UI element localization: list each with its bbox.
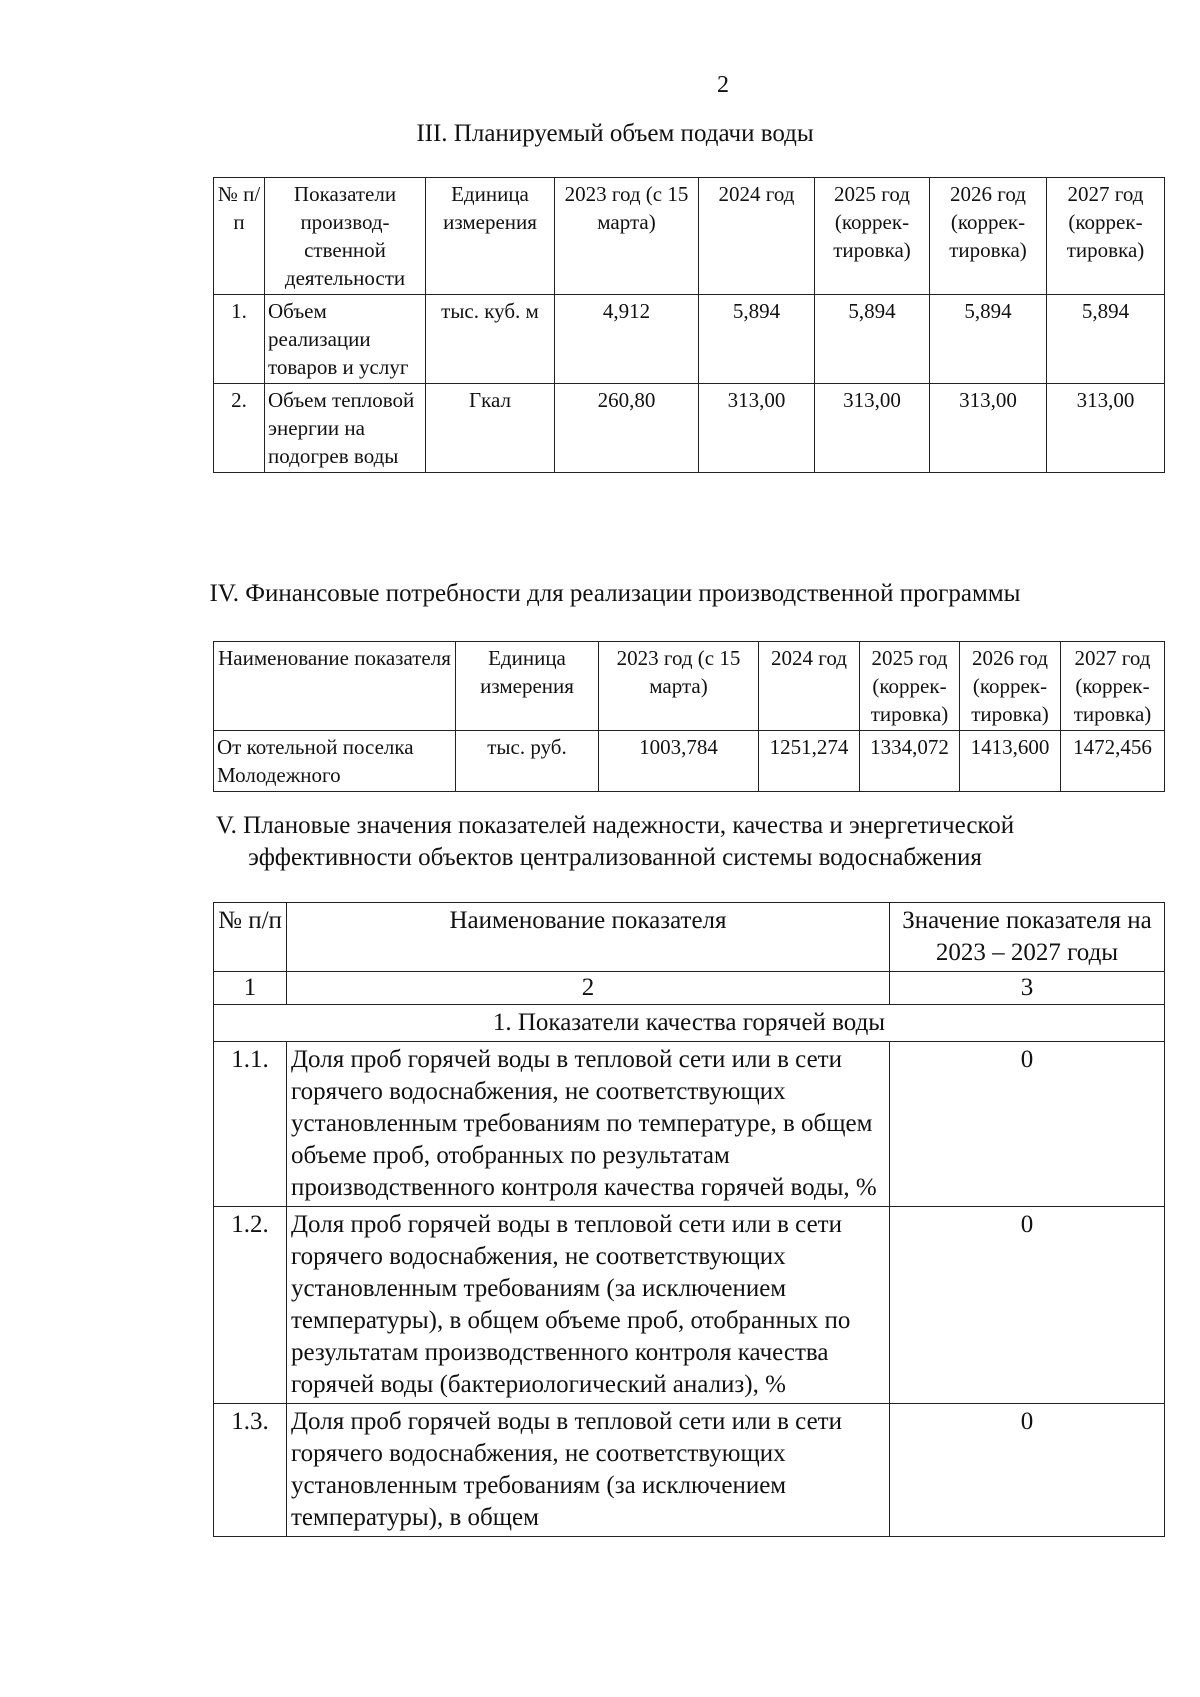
value-cell: 313,00 xyxy=(930,384,1047,473)
value-cell: 0 xyxy=(890,1042,1165,1207)
value-cell: 1334,072 xyxy=(860,731,960,792)
header-cell: 2027 год (коррек-тировка) xyxy=(1061,642,1165,731)
table-row xyxy=(214,1404,1165,1537)
header-cell: 2024 год xyxy=(759,642,860,731)
header-cell: 2025 год (коррек-тировка) xyxy=(860,642,960,731)
table-row xyxy=(214,1207,1165,1404)
header-cell: Единица измерения xyxy=(456,642,599,731)
unit-cell: тыс. руб. xyxy=(456,731,599,792)
header-cell: Единица измерения xyxy=(426,178,555,295)
indicator-name: Объем реализации товаров и услуг xyxy=(265,295,426,384)
table-header-row xyxy=(214,903,1165,972)
header-cell: № п/п xyxy=(214,903,287,972)
group-title: 1. Показатели качества горячей воды xyxy=(214,1005,1165,1042)
value-cell: 1251,274 xyxy=(759,731,860,792)
row-number: 1.2. xyxy=(214,1207,287,1404)
reliability-indicators-table xyxy=(213,902,1165,1537)
section-5-title xyxy=(15,810,1200,874)
value-cell: 0 xyxy=(890,1207,1165,1404)
value-cell: 1413,600 xyxy=(960,731,1061,792)
indicator-name: Объем тепловой энергии на подогрев воды xyxy=(265,384,426,473)
water-supply-volume-table xyxy=(213,177,1165,473)
header-cell: № п/п xyxy=(214,178,265,295)
value-cell: 5,894 xyxy=(1047,295,1165,384)
table-row xyxy=(214,1042,1165,1207)
value-cell: 260,80 xyxy=(555,384,699,473)
table-row xyxy=(214,384,1165,473)
table-row xyxy=(214,295,1165,384)
section-5-title-line-1: V. Плановые значения показателей надежности, качества и энергетической xyxy=(215,812,1015,839)
row-number: 2. xyxy=(214,384,265,473)
table-header-row xyxy=(214,642,1165,731)
header-cell: 2024 год xyxy=(699,178,815,295)
value-cell: 313,00 xyxy=(1047,384,1165,473)
indicator-name: Доля проб горячей воды в тепловой сети или в сети горячего водоснабжения, не соответствующих установленным требованиям (за исключением температуры), в общем объеме проб, отобранных по результатам производственного контроля качества горячей воды (бактериологический анализ), % xyxy=(287,1207,890,1404)
section-3-title: III. Планируемый объем подачи воды xyxy=(416,120,814,147)
row-number: 1.1. xyxy=(214,1042,287,1207)
value-cell: 1472,456 xyxy=(1061,731,1165,792)
column-index: 3 xyxy=(890,972,1165,1005)
table-row xyxy=(214,731,1165,792)
header-cell: 2027 год (коррек-тировка) xyxy=(1047,178,1165,295)
header-cell: 2023 год (с 15 марта) xyxy=(555,178,699,295)
unit-cell: Гкал xyxy=(426,384,555,473)
value-cell: 5,894 xyxy=(699,295,815,384)
indicator-name: Доля проб горячей воды в тепловой сети или в сети горячего водоснабжения, не соответствующих установленным требованиям (за исключением температуры), в общем xyxy=(287,1404,890,1537)
value-cell: 313,00 xyxy=(815,384,930,473)
header-cell: 2025 год (коррек-тировка) xyxy=(815,178,930,295)
header-cell: Наименование показателя xyxy=(287,903,890,972)
page-number: 2 xyxy=(717,72,729,98)
unit-cell: тыс. куб. м xyxy=(426,295,555,384)
header-cell: 2023 год (с 15 марта) xyxy=(599,642,759,731)
header-cell: 2026 год (коррек-тировка) xyxy=(960,642,1061,731)
value-cell: 313,00 xyxy=(699,384,815,473)
header-cell: 2026 год (коррек-тировка) xyxy=(930,178,1047,295)
value-cell: 5,894 xyxy=(815,295,930,384)
column-index: 2 xyxy=(287,972,890,1005)
row-number: 1.3. xyxy=(214,1404,287,1537)
value-cell: 1003,784 xyxy=(599,731,759,792)
section-5-title-line-2: эффективности объектов централизованной системы водоснабжения xyxy=(248,844,982,871)
column-index-row xyxy=(214,972,1165,1005)
table-header-row xyxy=(214,178,1165,295)
group-title-row xyxy=(214,1005,1165,1042)
value-cell: 0 xyxy=(890,1404,1165,1537)
section-4-title: IV. Финансовые потребности для реализации производственной программы xyxy=(209,580,1021,607)
value-cell: 5,894 xyxy=(930,295,1047,384)
financial-needs-table xyxy=(213,641,1165,792)
header-cell: Наименование показателя xyxy=(214,642,456,731)
indicator-name: От котельной поселка Молодежного xyxy=(214,731,456,792)
header-cell: Показатели производ-ственной деятельности xyxy=(265,178,426,295)
row-number: 1. xyxy=(214,295,265,384)
header-cell: Значение показателя на 2023 – 2027 годы xyxy=(890,903,1165,972)
indicator-name: Доля проб горячей воды в тепловой сети или в сети горячего водоснабжения, не соответствующих установленным требованиям по температуре, в общем объеме проб, отобранных по результатам производственного контроля качества горячей воды, % xyxy=(287,1042,890,1207)
value-cell: 4,912 xyxy=(555,295,699,384)
column-index: 1 xyxy=(214,972,287,1005)
